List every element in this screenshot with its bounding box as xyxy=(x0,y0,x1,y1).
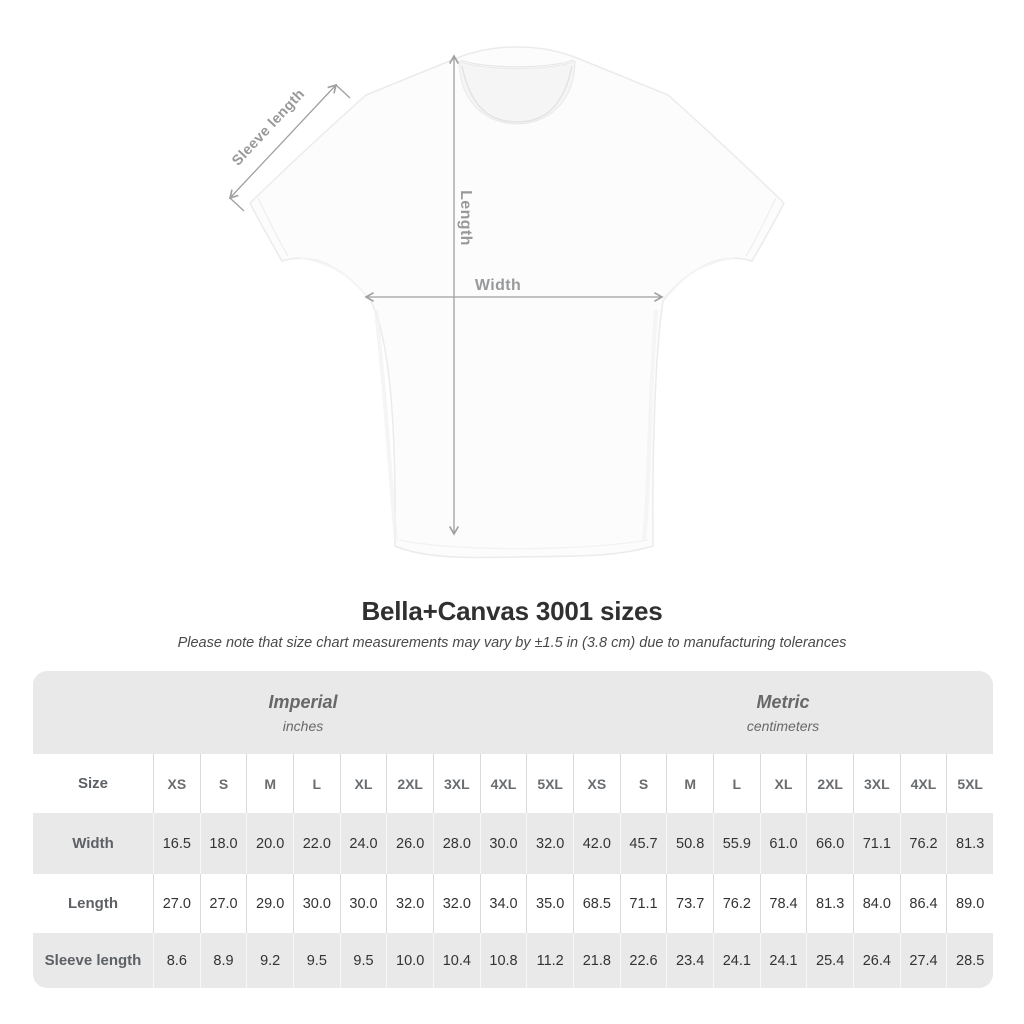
measurement-value-cell: 86.4 xyxy=(900,874,947,933)
measurement-value-cell: 30.0 xyxy=(293,874,340,933)
size-column-header: 2XL xyxy=(386,754,433,813)
measurement-row-label: Width xyxy=(33,813,153,874)
measurement-value-cell: 35.0 xyxy=(526,874,573,933)
measurement-value-cell: 11.2 xyxy=(526,933,573,988)
measurement-value-cell: 28.5 xyxy=(946,933,993,988)
size-column-header: 5XL xyxy=(526,754,573,813)
tshirt-illustration xyxy=(250,47,784,558)
measurement-value-cell: 76.2 xyxy=(713,874,760,933)
measurement-row-label: Length xyxy=(68,895,118,912)
measurement-value-cell: 81.3 xyxy=(946,813,993,874)
length-label: Length xyxy=(457,190,474,246)
measurement-value-cell: 30.0 xyxy=(480,813,527,874)
measurement-value-cell: 81.3 xyxy=(806,874,853,933)
width-label: Width xyxy=(474,277,522,294)
size-column-header: 4XL xyxy=(480,754,527,813)
measurement-value-cell: 20.0 xyxy=(246,813,293,874)
size-column-header: M xyxy=(246,754,293,813)
measurement-value-cell: 23.4 xyxy=(666,933,713,988)
measurement-value-cell: 16.5 xyxy=(153,813,200,874)
measurement-value-cell: 32.0 xyxy=(386,874,433,933)
measurement-value-cell: 29.0 xyxy=(246,874,293,933)
unit-header-band xyxy=(33,671,993,754)
measurement-value-cell: 76.2 xyxy=(900,813,947,874)
measurement-value-cell: 24.1 xyxy=(760,933,807,988)
size-column-header: L xyxy=(293,754,340,813)
measurement-value-cell: 10.8 xyxy=(480,933,527,988)
measurement-value-cell: 10.0 xyxy=(386,933,433,988)
size-column-header: 3XL xyxy=(433,754,480,813)
measurement-value-cell: 27.4 xyxy=(900,933,947,988)
measurement-value-cell: 9.5 xyxy=(340,933,387,988)
measurement-value-cell: 24.0 xyxy=(340,813,387,874)
measurement-value-cell: 8.9 xyxy=(200,933,247,988)
size-column-header: 4XL xyxy=(900,754,947,813)
measurement-value-cell: 89.0 xyxy=(946,874,993,933)
size-column-header: XL xyxy=(760,754,807,813)
measurement-value-cell: 71.1 xyxy=(620,874,667,933)
measurement-value-cell: 68.5 xyxy=(573,874,620,933)
measurement-value-cell: 55.9 xyxy=(713,813,760,874)
measurement-value-cell: 32.0 xyxy=(433,874,480,933)
measurement-value-cell: 30.0 xyxy=(340,874,387,933)
measurement-value-cell: 28.0 xyxy=(433,813,480,874)
measurement-value-cell: 71.1 xyxy=(853,813,900,874)
measurement-row-label: Sleeve length xyxy=(33,933,153,988)
measurement-value-cell: 73.7 xyxy=(666,874,713,933)
measurement-value-cell: 22.6 xyxy=(620,933,667,988)
size-table xyxy=(33,671,993,988)
size-column-header: M xyxy=(666,754,713,813)
imperial-header xyxy=(33,671,573,754)
measurement-value-cell: 27.0 xyxy=(200,874,247,933)
size-column-header: S xyxy=(620,754,667,813)
measurement-value-cell: 61.0 xyxy=(760,813,807,874)
measurement-value-cell: 10.4 xyxy=(433,933,480,988)
measurement-value-cell: 34.0 xyxy=(480,874,527,933)
measurement-value-cell: 8.6 xyxy=(153,933,200,988)
size-column-header: XL xyxy=(340,754,387,813)
measurement-value-cell: 32.0 xyxy=(526,813,573,874)
size-column-header: 5XL xyxy=(946,754,993,813)
size-table-grid xyxy=(33,754,993,988)
measurement-value-cell: 9.2 xyxy=(246,933,293,988)
measurement-value-cell: 9.5 xyxy=(293,933,340,988)
measurement-value-cell: 84.0 xyxy=(853,874,900,933)
measurement-value-cell: 42.0 xyxy=(573,813,620,874)
metric-header-unit: centimeters xyxy=(746,717,820,734)
measurement-value-cell: 22.0 xyxy=(293,813,340,874)
measurement-value-cell: 26.0 xyxy=(386,813,433,874)
size-column-header: 3XL xyxy=(853,754,900,813)
measurement-value-cell: 26.4 xyxy=(853,933,900,988)
measurement-value-cell: 27.0 xyxy=(153,874,200,933)
measurement-value-cell: 45.7 xyxy=(620,813,667,874)
size-column-header: XS xyxy=(573,754,620,813)
metric-header xyxy=(573,671,993,754)
measurement-value-cell: 78.4 xyxy=(760,874,807,933)
size-column-header: XS xyxy=(153,754,200,813)
measurement-value-cell: 50.8 xyxy=(666,813,713,874)
measurement-value-cell: 18.0 xyxy=(200,813,247,874)
imperial-header-unit: inches xyxy=(282,717,324,734)
measurement-value-cell: 21.8 xyxy=(573,933,620,988)
size-row-header: Size xyxy=(77,775,108,792)
measurement-value-cell: 25.4 xyxy=(806,933,853,988)
imperial-header-title: Imperial xyxy=(268,691,338,712)
size-column-header: S xyxy=(200,754,247,813)
size-column-header: 2XL xyxy=(806,754,853,813)
size-column-header: L xyxy=(713,754,760,813)
tolerance-note: Please note that size chart measurements may vary by ±1.5 in (3.8 cm) due to manufacturing tolerances xyxy=(177,635,847,651)
measurement-value-cell: 24.1 xyxy=(713,933,760,988)
measurement-value-cell: 66.0 xyxy=(806,813,853,874)
sleeve-length-label: Sleeve length xyxy=(229,86,309,170)
page-title: Bella+Canvas 3001 sizes xyxy=(361,596,663,626)
metric-header-title: Metric xyxy=(756,691,810,712)
